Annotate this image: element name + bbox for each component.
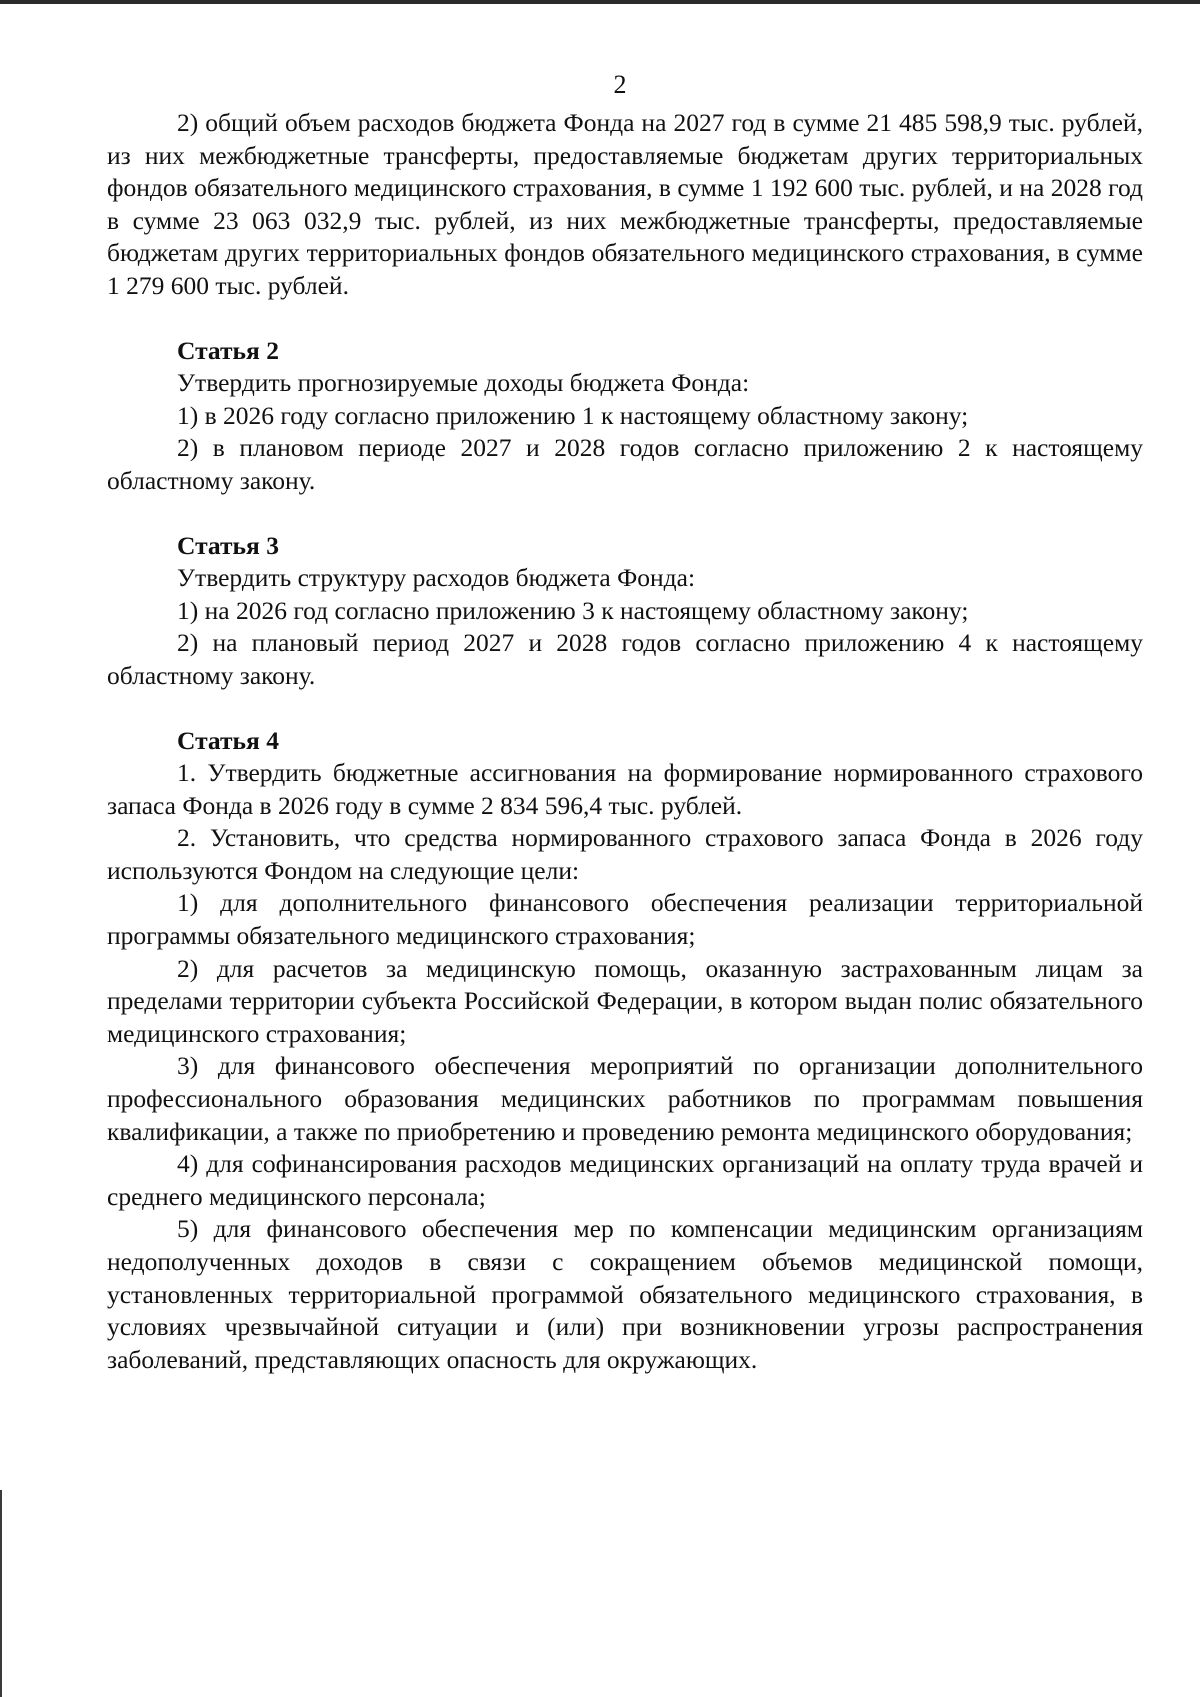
document-body (107, 107, 1143, 1376)
intro-item-2: 2) общий объем расходов бюджета Фонда на 2027 год в сумме 21 485 598,9 тыс. рублей, из них межбюджетные трансферты, предоставляемые бюджетам других территориальных фондов обязательного медицинского страхования, в сумме 1 192 600 тыс. рублей, и на 2028 год в сумме 23 063 032,9 тыс. рублей, из них межбюджетные трансферты, предоставляемые бюджетам других территориальных фондов обязательного медицинского страхования, в сумме 1 279 600 тыс. рублей. (107, 108, 1143, 300)
article-2-lead: Утвердить прогнозируемые доходы бюджета Фонда: (177, 368, 750, 398)
article-4 (107, 725, 1143, 1377)
article-3 (107, 530, 1143, 693)
article-4-item-5: 5) для финансового обеспечения мер по компенсации медицинским организациям недополученных доходов в связи с сокращением объемов медицинской помощи, установленных территориальной программой обязательного медицинского страхования, в условиях чрезвычайной ситуации и (или) при возникновении угрозы распространения заболеваний, представляющих опасность для окружающих. (107, 1214, 1143, 1374)
article-2-title: Статья 2 (177, 335, 279, 365)
article-4-item-1: 1) для дополнительного финансового обеспечения реализации территориальной программы обязательного медицинского страхования; (107, 888, 1143, 951)
spacer (107, 303, 1143, 335)
spacer (107, 498, 1143, 530)
article-2 (107, 335, 1143, 498)
article-4-paragraph-2: 2. Установить, что средства нормированного страхового запаса Фонда в 2026 году используются Фондом на следующие цели: (107, 823, 1143, 885)
spacer (107, 693, 1143, 725)
article-4-item-3: 3) для финансового обеспечения мероприятий по организации дополнительного профессионального образования медицинских работников по программам повышения квалификации, а также по приобретению и проведению ремонта медицинского оборудования; (107, 1051, 1143, 1146)
scan-left-border (0, 1490, 2, 1697)
scan-top-border (0, 0, 1200, 4)
article-4-item-2: 2) для расчетов за медицинскую помощь, оказанную застрахованным лицам за пределами территории субъекта Российской Федерации, в котором выдан полис обязательного медицинского страхования; (107, 953, 1143, 1048)
article-3-title: Статья 3 (177, 530, 279, 560)
article-2-item-2: 2) в плановом периоде 2027 и 2028 годов согласно приложению 2 к настоящему областному закону. (107, 433, 1143, 495)
article-4-title: Статья 4 (177, 725, 279, 755)
article-4-paragraph-1: 1. Утвердить бюджетные ассигнования на формирование нормированного страхового запаса Фонда в 2026 году в сумме 2 834 596,4 тыс. рублей. (107, 758, 1143, 820)
article-4-item-4: 4) для софинансирования расходов медицинских организаций на оплату труда врачей и среднего медицинского персонала; (107, 1149, 1143, 1211)
article-3-item-2: 2) на плановый период 2027 и 2028 годов согласно приложению 4 к настоящему областному закону. (107, 628, 1143, 690)
page-number: 2 (613, 70, 627, 99)
article-3-item-1: 1) на 2026 год согласно приложению 3 к настоящему областному закону; (177, 595, 969, 625)
article-3-lead: Утвердить структуру расходов бюджета Фонда: (177, 563, 696, 593)
article-2-item-1: 1) в 2026 году согласно приложению 1 к настоящему областному закону; (177, 400, 969, 430)
